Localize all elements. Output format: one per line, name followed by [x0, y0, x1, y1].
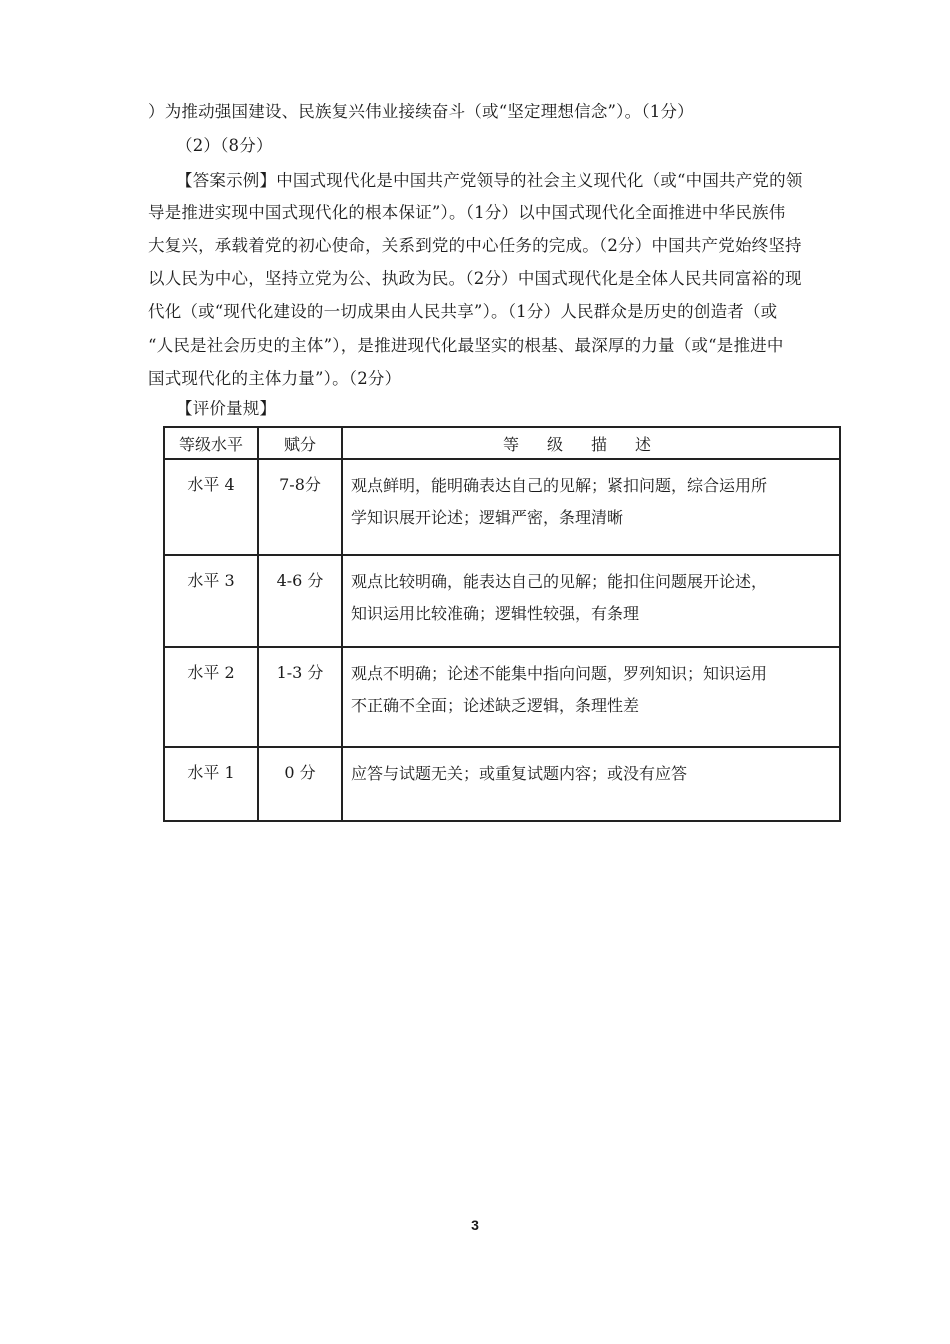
rubric-score: 4-6 分: [258, 555, 342, 647]
rubric-score: 7-8分: [258, 459, 342, 555]
rubric-description-line: 观点不明确；论述不能集中指向问题，罗列知识；知识运用: [351, 664, 768, 683]
rubric-description-line: 观点比较明确，能表达自己的见解；能扣住问题展开论述，: [351, 572, 768, 591]
rubric-description-line: 知识运用比较准确；逻辑性较强，有条理: [351, 604, 640, 623]
answer-example-line-7: 国式现代化的主体力量”）。（2分）: [148, 369, 402, 388]
answer-example-line-5: 代化（或“现代化建设的一切成果由人民共享”）。（1分）人民群众是历史的创造者（或: [148, 302, 778, 321]
header-level: 等级水平: [164, 427, 258, 459]
answer-example-line-4: 以人民为中心，坚持立党为公、执政为民。（2分）中国式现代化是全体人民共同富裕的现: [148, 269, 802, 288]
answer-example-line-2: 导是推进实现中国式现代化的根本保证”）。（1分）以中国式现代化全面推进中华民族伟: [148, 203, 786, 222]
rubric-description-line: 观点鲜明，能明确表达自己的见解；紧扣问题，综合运用所: [351, 476, 768, 495]
question-number-2: （2）（8分）: [176, 136, 273, 155]
rubric-heading: 【评价量规】: [176, 399, 277, 418]
rubric-description: [342, 459, 840, 555]
rubric-score: 1-3 分: [258, 647, 342, 747]
rubric-description-line: 不正确不全面；论述缺乏逻辑，条理性差: [351, 696, 640, 715]
rubric-header-row: [164, 427, 840, 459]
rubric-level: 水平 1: [164, 747, 258, 821]
header-description: 等级描述: [342, 427, 840, 459]
rubric-description: [342, 747, 840, 821]
rubric-level: 水平 3: [164, 555, 258, 647]
answer-example-line-3: 大复兴，承载着党的初心使命，关系到党的中心任务的完成。（2分）中国共产党始终坚持: [148, 236, 802, 255]
rubric-row: [164, 647, 840, 747]
rubric-description: [342, 647, 840, 747]
answer-text-line-1: ）为推动强国建设、民族复兴伟业接续奋斗（或“坚定理想信念”）。（1分）: [148, 102, 694, 121]
rubric-description-line: 学知识展开论述；逻辑严密，条理清晰: [351, 508, 624, 527]
rubric-score: 0 分: [258, 747, 342, 821]
answer-example-line-6: “人民是社会历史的主体”），是推进现代化最坚实的根基、最深厚的力量（或“是推进中: [148, 336, 784, 355]
rubric-level: 水平 4: [164, 459, 258, 555]
rubric-description-line: 应答与试题无关；或重复试题内容；或没有应答: [351, 764, 688, 783]
rubric-row: [164, 747, 840, 821]
page-number: 3: [471, 1217, 479, 1233]
rubric-level: 水平 2: [164, 647, 258, 747]
rubric-row: [164, 555, 840, 647]
rubric-row: [164, 459, 840, 555]
rubric-description: [342, 555, 840, 647]
answer-example-line-1: 【答案示例】中国式现代化是中国共产党领导的社会主义现代化（或“中国共产党的领: [176, 171, 803, 190]
rubric-table: [163, 426, 841, 822]
header-score: 赋分: [258, 427, 342, 459]
